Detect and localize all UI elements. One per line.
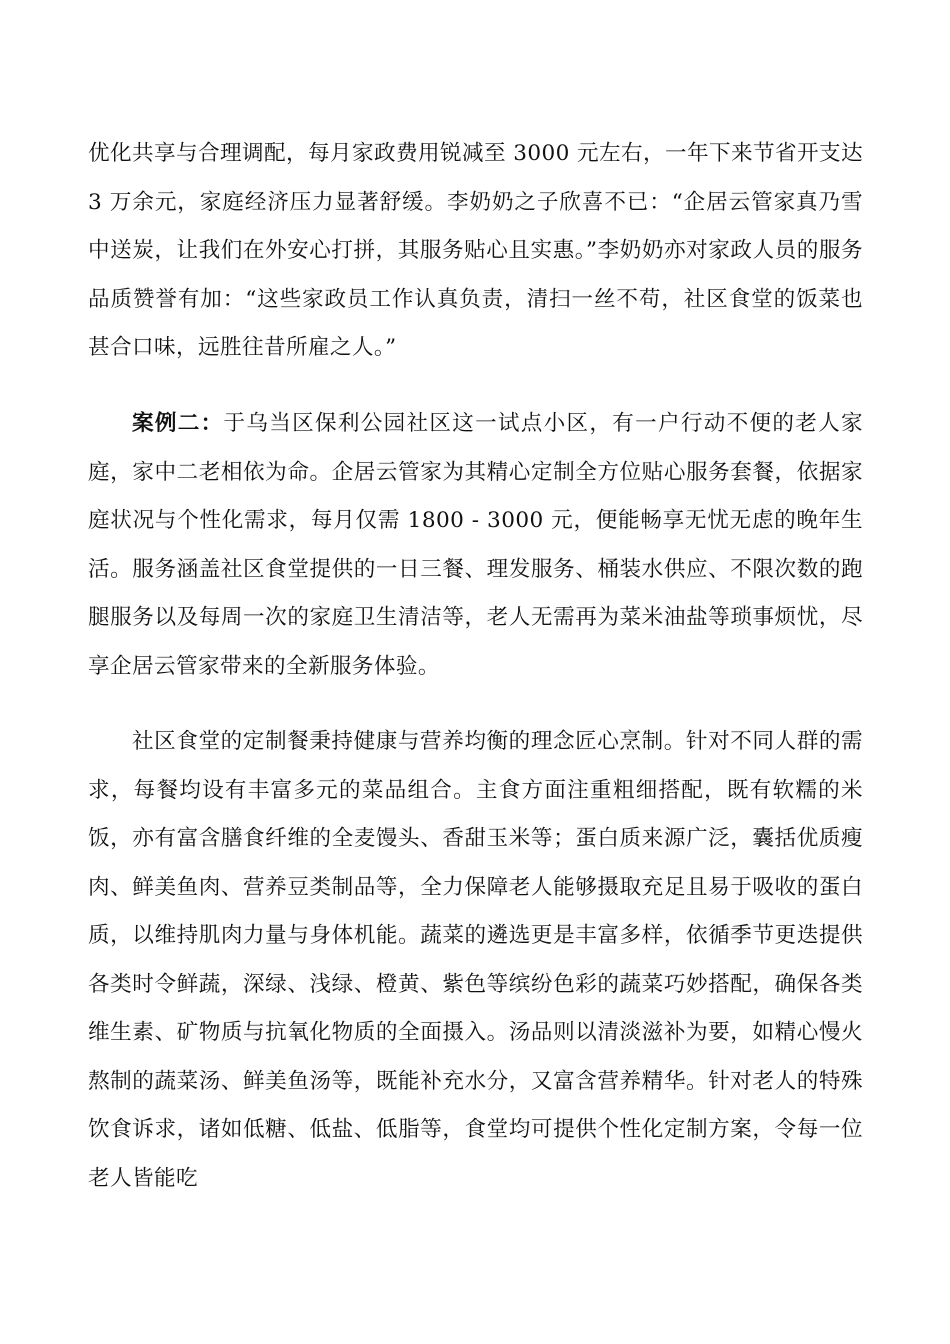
- paragraph-family-savings: 优化共享与合理调配，每月家政费用锐减至 3000 元左右，一年下来节省开支达 3 万余元，家庭经济压力显著舒缓。李奶奶之子欣喜不已：“企居云管家真乃雪中送炭，让我们在外安心打拼，其服务贴心且实惠。”李奶奶亦对家政人员的服务品质赞誉有加：“这些家政员工作认真负责，清扫一丝不苟，社区食堂的饭菜也甚合口味，远胜往昔所雇之人。”: [88, 141, 863, 360]
- case-two-heading: 案例二：: [132, 411, 224, 436]
- case-two-body: 于乌当区保利公园社区这一试点小区，有一户行动不便的老人家庭，家中二老相依为命。企居云管家为其精心定制全方位贴心服务套餐，依据家庭状况与个性化需求，每月仅需 1800 - 3000 元，便能畅享无忧无虑的晚年生活。服务涵盖社区食堂提供的一日三餐、理发服务、桶装水供应、不限次数的跑腿服务以及每周一次的家庭卫生清洁等，老人无需再为菜米油盐等琐事烦忧，尽享企居云管家带来的全新服务体验。: [88, 411, 863, 679]
- paragraph-case-two: [88, 400, 863, 691]
- paragraph-canteen-meals: 社区食堂的定制餐秉持健康与营养均衡的理念匠心烹制。针对不同人群的需求，每餐均设有丰富多元的菜品组合。主食方面注重粗细搭配，既有软糯的米饭，亦有富含膳食纤维的全麦馒头、香甜玉米等；蛋白质来源广泛，囊括优质瘦肉、鲜美鱼肉、营养豆类制品等，全力保障老人能够摄取充足且易于吸收的蛋白质，以维持肌肉力量与身体机能。蔬菜的遴选更是丰富多样，依循季节更迭提供各类时令鲜蔬，深绿、浅绿、橙黄、紫色等缤纷色彩的蔬菜巧妙搭配，确保各类维生素、矿物质与抗氧化物质的全面摄入。汤品则以清淡滋补为要，如精心慢火熬制的蔬菜汤、鲜美鱼汤等，既能补充水分，又富含营养精华。针对老人的特殊饮食诉求，诸如低糖、低盐、低脂等，食堂均可提供个性化定制方案，令每一位老人皆能吃: [88, 729, 863, 1191]
